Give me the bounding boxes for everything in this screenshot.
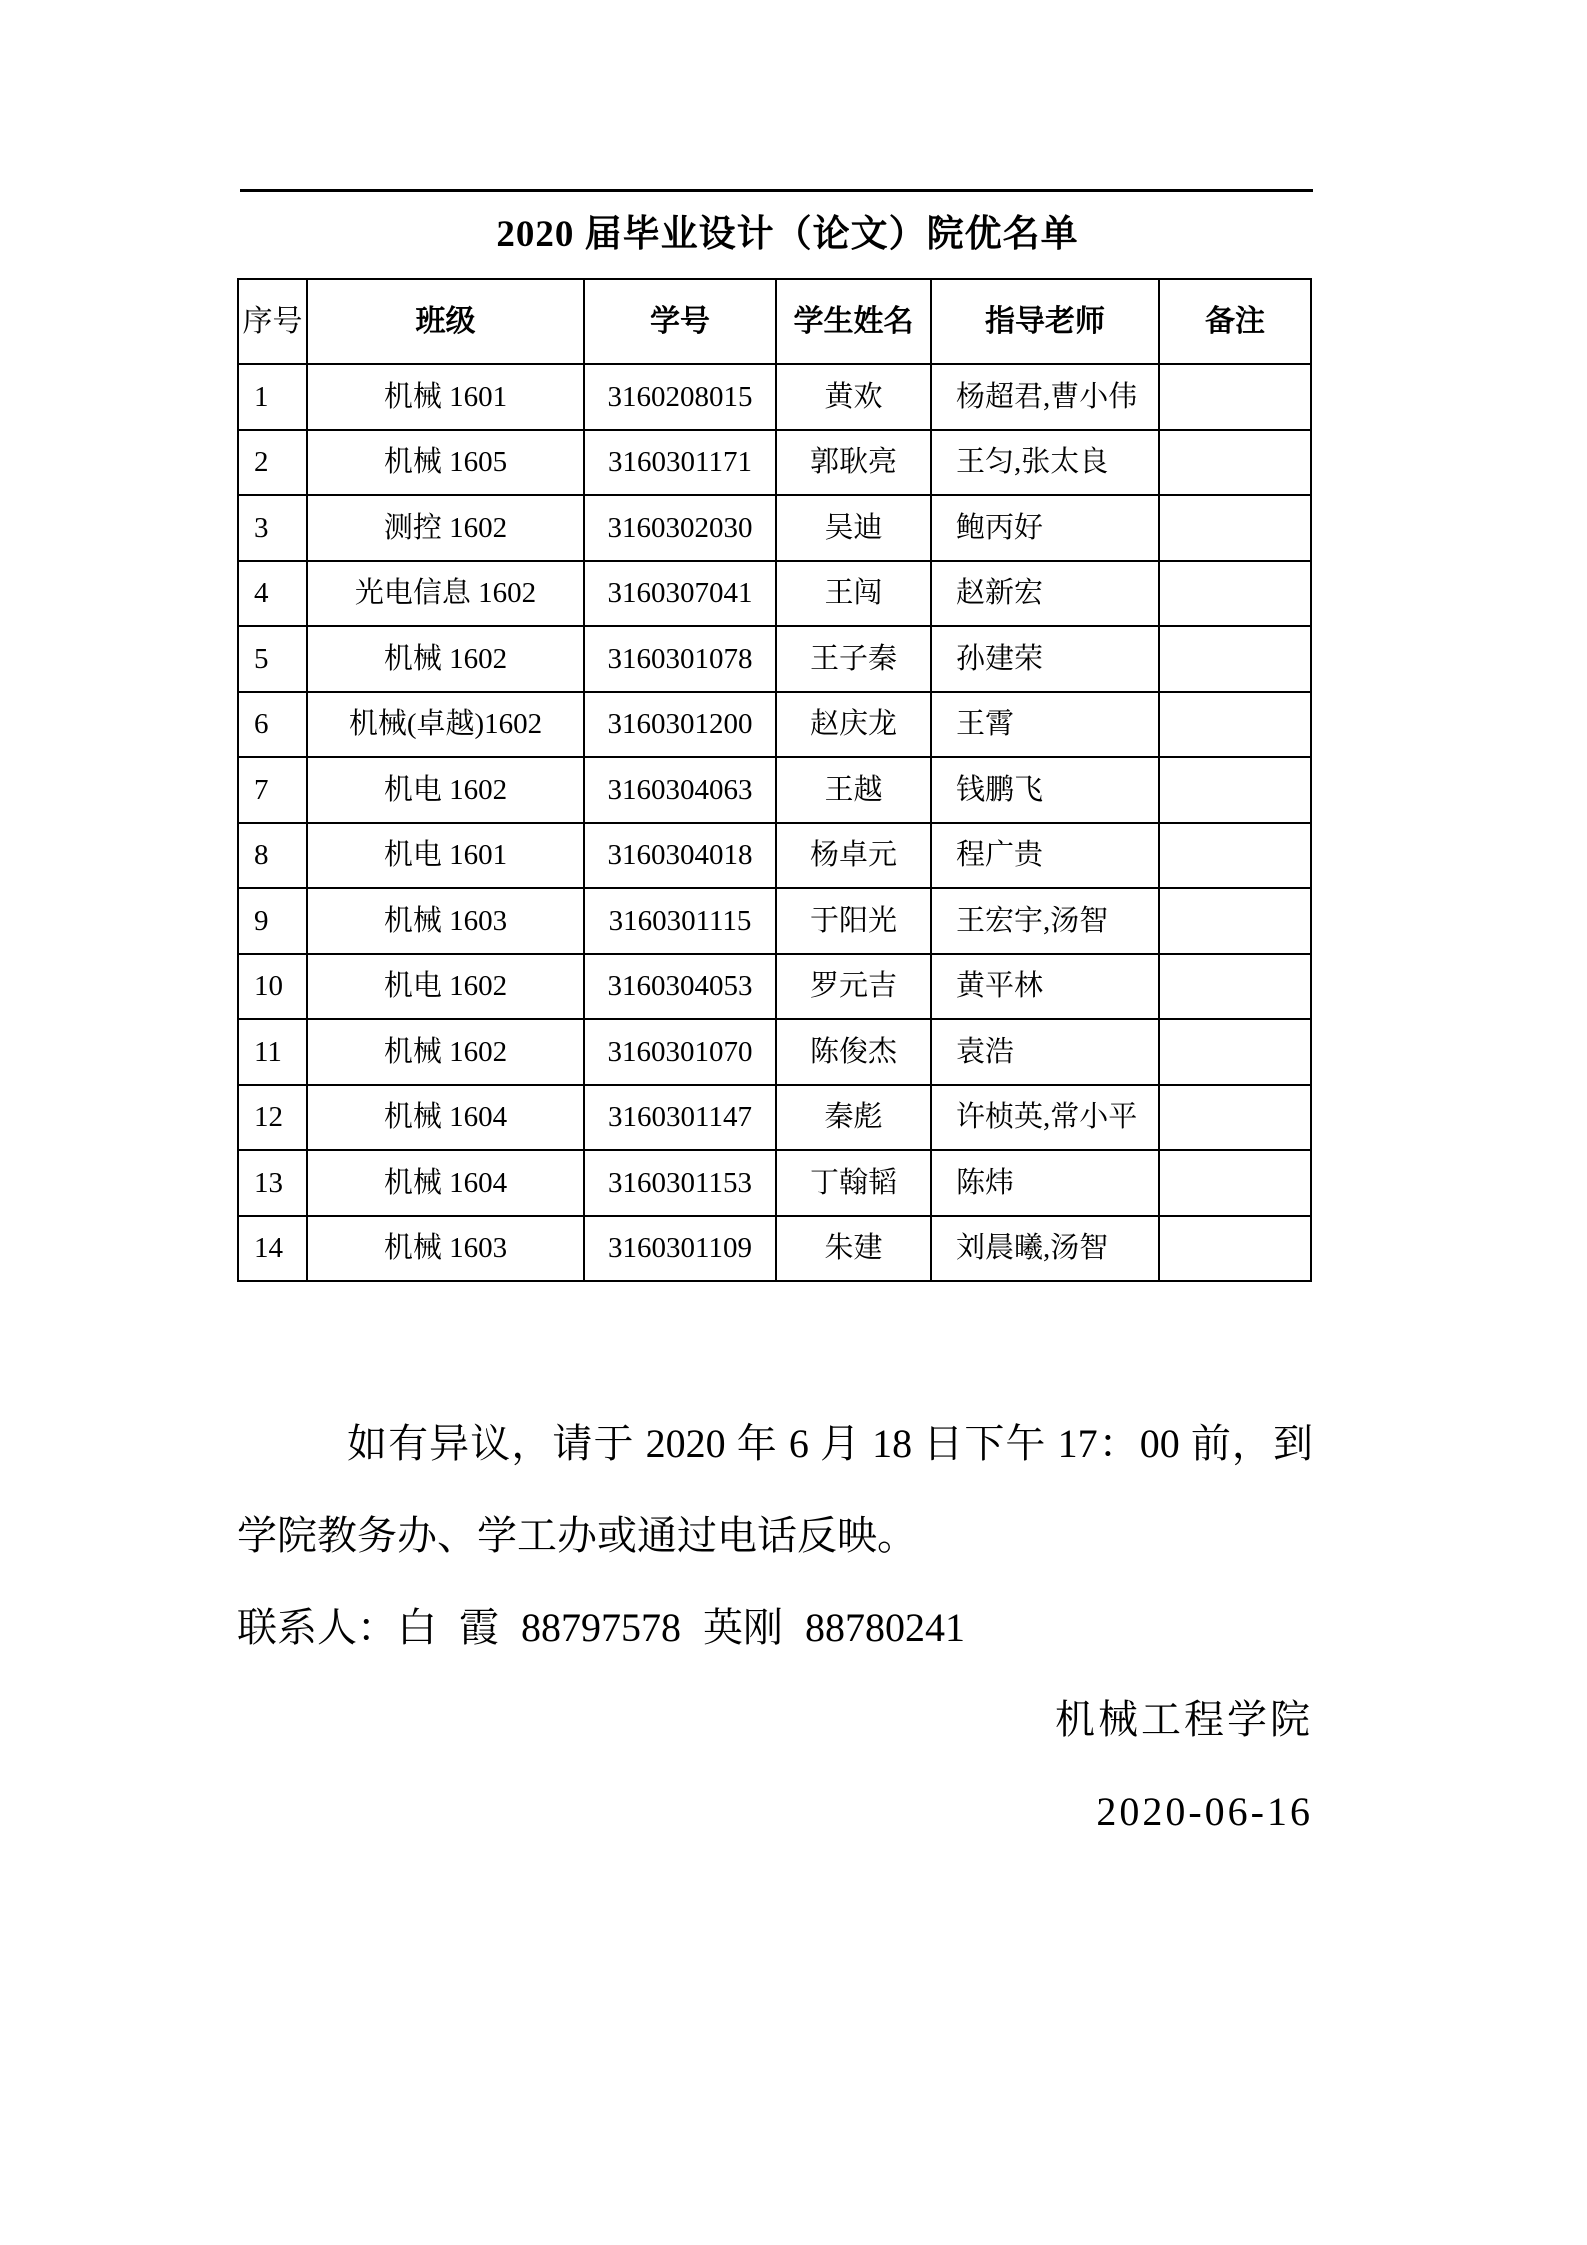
honors-table xyxy=(237,278,1312,1282)
cell-advisor: 陈炜 xyxy=(931,1150,1159,1216)
header-row xyxy=(238,279,1311,364)
table-row xyxy=(238,888,1311,954)
page-title: 2020 届毕业设计（论文）院优名单 xyxy=(496,214,1079,255)
cell-advisor: 钱鹏飞 xyxy=(931,757,1159,823)
cell-name: 于阳光 xyxy=(776,888,931,954)
cell-student-id: 3160301109 xyxy=(584,1216,776,1282)
cell-name: 朱建 xyxy=(776,1216,931,1282)
cell-no: 13 xyxy=(238,1150,307,1216)
cell-student-id: 3160307041 xyxy=(584,561,776,627)
cell-name: 秦彪 xyxy=(776,1085,931,1151)
cell-class: 机械(卓越)1602 xyxy=(307,692,584,758)
cell-student-id: 3160301153 xyxy=(584,1150,776,1216)
cell-name: 王子秦 xyxy=(776,626,931,692)
cell-advisor: 袁浩 xyxy=(931,1019,1159,1085)
cell-remark xyxy=(1159,692,1311,758)
cell-name: 郭耿亮 xyxy=(776,430,931,496)
cell-name: 陈俊杰 xyxy=(776,1019,931,1085)
cell-name: 黄欢 xyxy=(776,364,931,430)
cell-student-id: 3160301078 xyxy=(584,626,776,692)
cell-no: 5 xyxy=(238,626,307,692)
table-row xyxy=(238,1019,1311,1085)
cell-student-id: 3160301115 xyxy=(584,888,776,954)
table-row xyxy=(238,430,1311,496)
cell-class: 机械 1602 xyxy=(307,1019,584,1085)
cell-class: 机械 1603 xyxy=(307,888,584,954)
cell-remark xyxy=(1159,1150,1311,1216)
table-row xyxy=(238,364,1311,430)
cell-class: 机械 1604 xyxy=(307,1150,584,1216)
table-row xyxy=(238,954,1311,1020)
cell-name: 丁翰韬 xyxy=(776,1150,931,1216)
cell-advisor: 杨超君,曹小伟 xyxy=(931,364,1159,430)
cell-no: 7 xyxy=(238,757,307,823)
date-line: 2020-06-16 xyxy=(1096,1789,1313,1834)
cell-remark xyxy=(1159,364,1311,430)
cell-remark xyxy=(1159,888,1311,954)
cell-remark xyxy=(1159,430,1311,496)
cell-class: 机电 1602 xyxy=(307,757,584,823)
table-row xyxy=(238,561,1311,627)
header-no: 序号 xyxy=(238,279,307,364)
table-body xyxy=(238,364,1311,1281)
cell-remark xyxy=(1159,823,1311,889)
cell-student-id: 3160208015 xyxy=(584,364,776,430)
header-class: 班级 xyxy=(307,279,584,364)
cell-remark xyxy=(1159,1216,1311,1282)
table-row xyxy=(238,692,1311,758)
cell-student-id: 3160301200 xyxy=(584,692,776,758)
notice-line-1: 如有异议，请于 2020 年 6 月 18 日下午 17：00 前，到 xyxy=(347,1421,1313,1466)
cell-class: 机械 1602 xyxy=(307,626,584,692)
contact-line: 联系人：白 霞 88797578 英刚 88780241 xyxy=(237,1605,965,1650)
header-student-id: 学号 xyxy=(584,279,776,364)
cell-no: 14 xyxy=(238,1216,307,1282)
cell-remark xyxy=(1159,1019,1311,1085)
table-row xyxy=(238,1216,1311,1282)
horizontal-rule xyxy=(240,189,1313,192)
cell-name: 王越 xyxy=(776,757,931,823)
cell-no: 2 xyxy=(238,430,307,496)
cell-advisor: 刘晨曦,汤智 xyxy=(931,1216,1159,1282)
cell-student-id: 3160301147 xyxy=(584,1085,776,1151)
cell-remark xyxy=(1159,561,1311,627)
cell-class: 测控 1602 xyxy=(307,495,584,561)
cell-advisor: 程广贵 xyxy=(931,823,1159,889)
cell-name: 杨卓元 xyxy=(776,823,931,889)
table-row xyxy=(238,1150,1311,1216)
cell-class: 机械 1603 xyxy=(307,1216,584,1282)
cell-remark xyxy=(1159,757,1311,823)
cell-student-id: 3160304018 xyxy=(584,823,776,889)
cell-name: 赵庆龙 xyxy=(776,692,931,758)
cell-advisor: 王匀,张太良 xyxy=(931,430,1159,496)
cell-advisor: 王宏宇,汤智 xyxy=(931,888,1159,954)
cell-class: 机械 1601 xyxy=(307,364,584,430)
cell-no: 4 xyxy=(238,561,307,627)
cell-no: 1 xyxy=(238,364,307,430)
table-row xyxy=(238,757,1311,823)
cell-student-id: 3160302030 xyxy=(584,495,776,561)
table-row xyxy=(238,1085,1311,1151)
cell-class: 机电 1602 xyxy=(307,954,584,1020)
cell-remark xyxy=(1159,1085,1311,1151)
cell-advisor: 鲍丙好 xyxy=(931,495,1159,561)
cell-advisor: 许桢英,常小平 xyxy=(931,1085,1159,1151)
cell-student-id: 3160301171 xyxy=(584,430,776,496)
cell-no: 3 xyxy=(238,495,307,561)
header-advisor: 指导老师 xyxy=(931,279,1159,364)
cell-class: 机械 1605 xyxy=(307,430,584,496)
cell-advisor: 孙建荣 xyxy=(931,626,1159,692)
table-row xyxy=(238,495,1311,561)
cell-advisor: 王霄 xyxy=(931,692,1159,758)
cell-no: 10 xyxy=(238,954,307,1020)
signature-line: 机械工程学院 xyxy=(1055,1697,1313,1742)
cell-no: 8 xyxy=(238,823,307,889)
cell-remark xyxy=(1159,626,1311,692)
cell-class: 机电 1601 xyxy=(307,823,584,889)
cell-class: 机械 1604 xyxy=(307,1085,584,1151)
cell-student-id: 3160304053 xyxy=(584,954,776,1020)
cell-no: 6 xyxy=(238,692,307,758)
cell-no: 12 xyxy=(238,1085,307,1151)
cell-advisor: 黄平林 xyxy=(931,954,1159,1020)
header-remark: 备注 xyxy=(1159,279,1311,364)
header-name: 学生姓名 xyxy=(776,279,931,364)
table-row xyxy=(238,823,1311,889)
cell-name: 罗元吉 xyxy=(776,954,931,1020)
notice-line-2: 学院教务办、学工办或通过电话反映。 xyxy=(237,1513,917,1558)
cell-name: 吴迪 xyxy=(776,495,931,561)
table-header xyxy=(238,279,1311,364)
cell-student-id: 3160301070 xyxy=(584,1019,776,1085)
cell-name: 王闯 xyxy=(776,561,931,627)
cell-remark xyxy=(1159,954,1311,1020)
cell-no: 9 xyxy=(238,888,307,954)
cell-advisor: 赵新宏 xyxy=(931,561,1159,627)
cell-no: 11 xyxy=(238,1019,307,1085)
cell-class: 光电信息 1602 xyxy=(307,561,584,627)
cell-remark xyxy=(1159,495,1311,561)
cell-student-id: 3160304063 xyxy=(584,757,776,823)
table-row xyxy=(238,626,1311,692)
